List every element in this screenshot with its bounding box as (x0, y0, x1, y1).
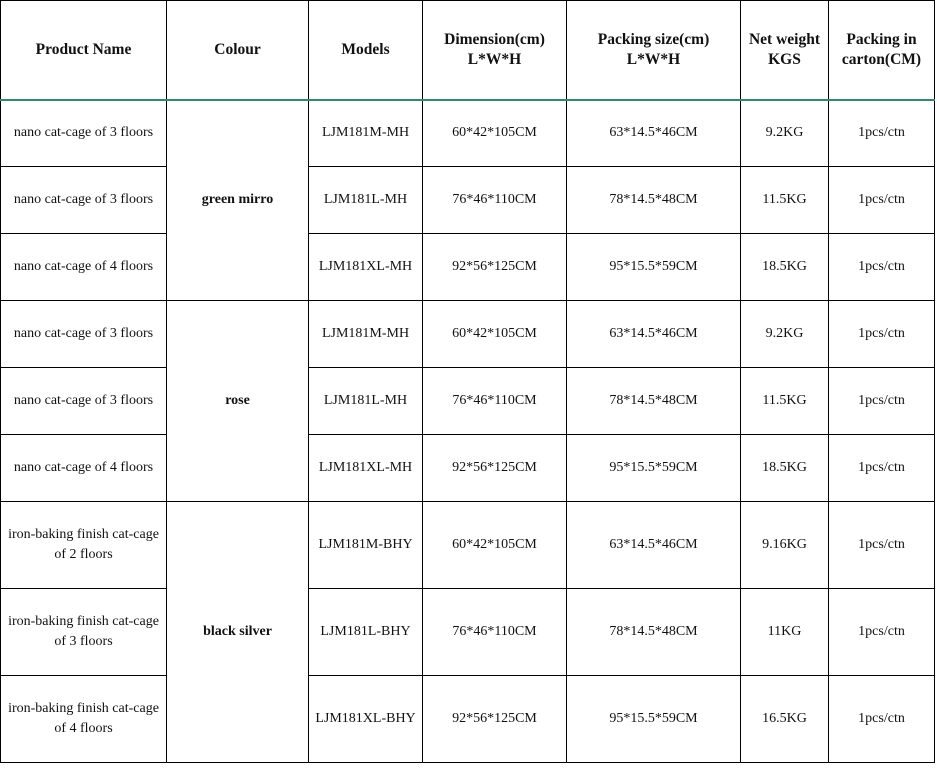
packing-cell: 1pcs/ctn (829, 368, 935, 435)
dimension-cell: 92*56*125CM (423, 676, 567, 763)
net-weight-cell: 9.2KG (741, 100, 829, 167)
dimension-cell: 76*46*110CM (423, 368, 567, 435)
model-cell: LJM181L-MH (309, 368, 423, 435)
product-name-cell: nano cat-cage of 3 floors (1, 301, 167, 368)
packing-size-cell: 78*14.5*48CM (567, 167, 741, 234)
net-weight-cell: 18.5KG (741, 234, 829, 301)
table-row (1, 676, 935, 763)
dimension-cell: 60*42*105CM (423, 301, 567, 368)
header-row (1, 1, 935, 100)
product-name-cell: nano cat-cage of 3 floors (1, 368, 167, 435)
packing-size-cell: 95*15.5*59CM (567, 234, 741, 301)
product-name-cell: iron-baking finish cat-cage of 4 floors (1, 676, 167, 763)
table-row (1, 589, 935, 676)
dimension-cell: 60*42*105CM (423, 100, 567, 167)
packing-cell: 1pcs/ctn (829, 435, 935, 502)
packing-size-cell: 63*14.5*46CM (567, 100, 741, 167)
dimension-cell: 92*56*125CM (423, 435, 567, 502)
dimension-cell: 92*56*125CM (423, 234, 567, 301)
table-row (1, 368, 935, 435)
dimension-cell: 76*46*110CM (423, 167, 567, 234)
model-cell: LJM181M-MH (309, 100, 423, 167)
packing-size-cell: 95*15.5*59CM (567, 676, 741, 763)
colour-cell: black silver (167, 502, 309, 763)
product-name-cell: nano cat-cage of 3 floors (1, 167, 167, 234)
model-cell: LJM181M-BHY (309, 502, 423, 589)
model-cell: LJM181L-BHY (309, 589, 423, 676)
packing-cell: 1pcs/ctn (829, 589, 935, 676)
header-colour: Colour (167, 1, 309, 100)
net-weight-cell: 9.16KG (741, 502, 829, 589)
header-net-weight: Net weight KGS (741, 1, 829, 100)
packing-cell: 1pcs/ctn (829, 676, 935, 763)
header-packing-in-carton: Packing in carton(CM) (829, 1, 935, 100)
net-weight-cell: 11.5KG (741, 167, 829, 234)
dimension-cell: 60*42*105CM (423, 502, 567, 589)
model-cell: LJM181XL-MH (309, 435, 423, 502)
product-name-cell: iron-baking finish cat-cage of 3 floors (1, 589, 167, 676)
model-cell: LJM181M-MH (309, 301, 423, 368)
table-row (1, 100, 935, 167)
packing-size-cell: 95*15.5*59CM (567, 435, 741, 502)
product-name-cell: nano cat-cage of 4 floors (1, 234, 167, 301)
colour-cell: green mirro (167, 100, 309, 301)
model-cell: LJM181L-MH (309, 167, 423, 234)
table-row (1, 435, 935, 502)
packing-cell: 1pcs/ctn (829, 502, 935, 589)
net-weight-cell: 18.5KG (741, 435, 829, 502)
product-name-cell: nano cat-cage of 3 floors (1, 100, 167, 167)
net-weight-cell: 16.5KG (741, 676, 829, 763)
header-product-name: Product Name (1, 1, 167, 100)
net-weight-cell: 11.5KG (741, 368, 829, 435)
product-name-cell: iron-baking finish cat-cage of 2 floors (1, 502, 167, 589)
colour-cell: rose (167, 301, 309, 502)
header-models: Models (309, 1, 423, 100)
packing-size-cell: 78*14.5*48CM (567, 368, 741, 435)
packing-size-cell: 63*14.5*46CM (567, 502, 741, 589)
header-packing-size: Packing size(cm) L*W*H (567, 1, 741, 100)
net-weight-cell: 11KG (741, 589, 829, 676)
packing-size-cell: 78*14.5*48CM (567, 589, 741, 676)
packing-size-cell: 63*14.5*46CM (567, 301, 741, 368)
table-row (1, 234, 935, 301)
net-weight-cell: 9.2KG (741, 301, 829, 368)
table-row (1, 502, 935, 589)
packing-cell: 1pcs/ctn (829, 167, 935, 234)
header-dimension: Dimension(cm) L*W*H (423, 1, 567, 100)
table-row (1, 301, 935, 368)
product-name-cell: nano cat-cage of 4 floors (1, 435, 167, 502)
model-cell: LJM181XL-BHY (309, 676, 423, 763)
packing-cell: 1pcs/ctn (829, 100, 935, 167)
packing-cell: 1pcs/ctn (829, 301, 935, 368)
packing-cell: 1pcs/ctn (829, 234, 935, 301)
dimension-cell: 76*46*110CM (423, 589, 567, 676)
model-cell: LJM181XL-MH (309, 234, 423, 301)
table-row (1, 167, 935, 234)
